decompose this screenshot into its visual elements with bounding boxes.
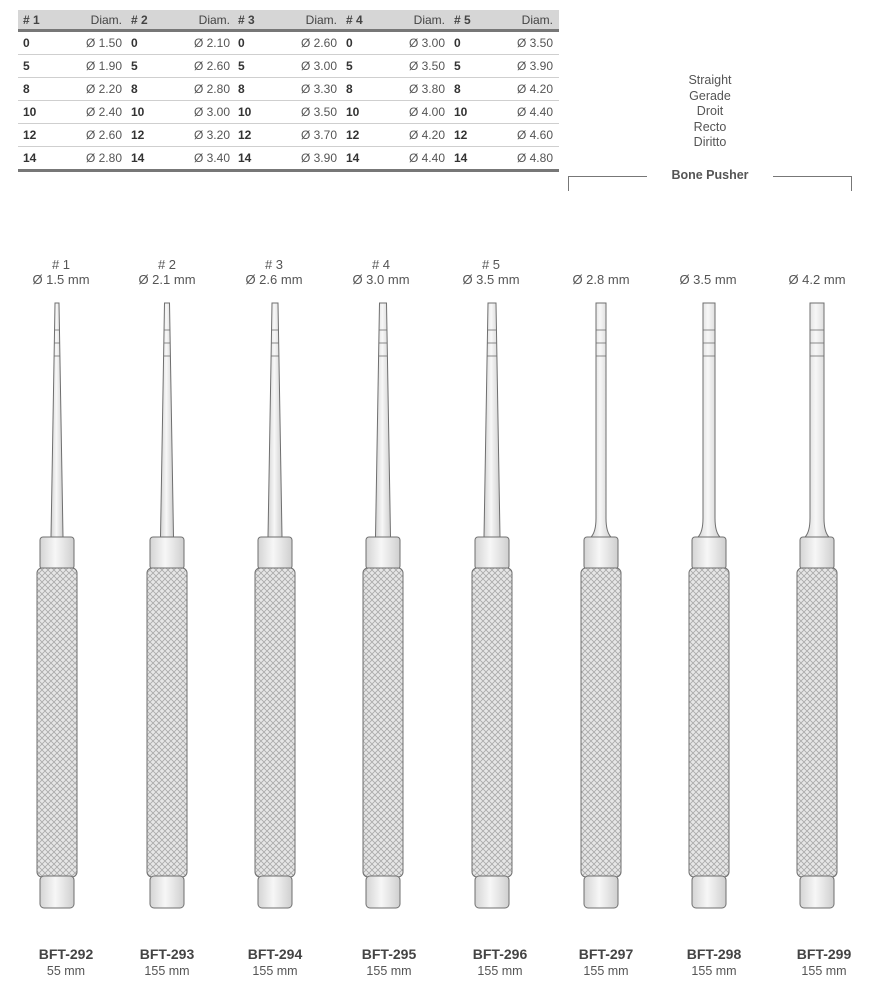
table-header-diam: Diam.	[57, 10, 128, 31]
handle-collar	[258, 537, 292, 569]
instrument-number: # 3	[264, 257, 284, 272]
knurled-grip	[689, 568, 729, 877]
product-code: BFT-299	[796, 946, 852, 962]
table-header-number: # 1	[18, 10, 57, 31]
instrument-label-3	[224, 257, 324, 287]
knurled-grip	[37, 568, 77, 877]
table-row: 14 Ø 3.90	[233, 147, 343, 171]
table-row: 8 Ø 2.20	[18, 78, 128, 101]
handle-end-cap	[584, 876, 618, 908]
handle-end-cap	[258, 876, 292, 908]
knurled-grip	[581, 568, 621, 877]
instrument-shaft	[805, 303, 829, 537]
table-row: 0 Ø 1.50	[18, 31, 128, 55]
product-code: BFT-294	[247, 946, 303, 962]
handle-collar	[800, 537, 834, 569]
table-header-number: # 2	[126, 10, 165, 31]
instrument-label-6	[551, 257, 651, 287]
instrument-number: # 4	[371, 257, 391, 272]
instrument-diameter: Ø 4.2 mm	[788, 272, 846, 287]
handle-collar	[40, 537, 74, 569]
direction-label: Diritto	[693, 135, 727, 149]
table-header-diam: Diam.	[272, 10, 343, 31]
handle-end-cap	[150, 876, 184, 908]
knurled-grip	[797, 568, 837, 877]
knurled-grip	[147, 568, 187, 877]
instrument-label-7	[658, 257, 758, 287]
table-header-number: # 3	[233, 10, 272, 31]
table-header-number: # 5	[449, 10, 488, 31]
product-length: 55 mm	[46, 964, 86, 978]
handle-end-cap	[800, 876, 834, 908]
product-code: BFT-296	[472, 946, 528, 962]
instrument-shaft	[161, 303, 174, 537]
instrument-shaft	[698, 303, 720, 537]
table-row: 10 Ø 3.50	[233, 101, 343, 124]
table-row: 12 Ø 4.20	[341, 124, 451, 147]
instrument-number	[658, 257, 758, 272]
table-row: 0 Ø 3.50	[449, 31, 559, 55]
knurled-grip	[363, 568, 403, 877]
table-row: 5 Ø 2.60	[126, 55, 236, 78]
instrument-diameter: Ø 3.0 mm	[352, 272, 410, 287]
knurled-grip	[472, 568, 512, 877]
handle-end-cap	[40, 876, 74, 908]
table-row: 5 Ø 1.90	[18, 55, 128, 78]
direction-label: Gerade	[689, 88, 731, 103]
table-row: 10 Ø 4.00	[341, 101, 451, 124]
instrument-5	[472, 303, 512, 908]
product-code: BFT-293	[139, 946, 195, 962]
table-row: 12 Ø 2.60	[18, 124, 128, 147]
handle-collar	[584, 537, 618, 569]
instrument-3	[255, 303, 295, 908]
instrument-2	[147, 303, 187, 908]
table-row: 8 Ø 4.20	[449, 78, 559, 101]
instrument-number	[767, 257, 867, 272]
instrument-shaft	[51, 303, 63, 537]
table-row: 10 Ø 2.40	[18, 101, 128, 124]
handle-end-cap	[692, 876, 726, 908]
product-length: 155 mm	[252, 964, 298, 978]
instrument-diameter: Ø 3.5 mm	[462, 272, 520, 287]
instrument-number	[551, 257, 651, 272]
instrument-label-1	[11, 257, 111, 287]
handle-end-cap	[366, 876, 400, 908]
instrument-number: # 5	[481, 257, 501, 272]
instrument-number: # 1	[51, 257, 71, 272]
instrument-label-8	[767, 257, 867, 287]
instrument-shaft	[376, 303, 391, 537]
table-row: 10 Ø 3.00	[126, 101, 236, 124]
table-row: 14 Ø 3.40	[126, 147, 236, 171]
table-row: 12 Ø 3.20	[126, 124, 236, 147]
product-length: 155 mm	[366, 964, 412, 978]
instrument-7	[689, 303, 729, 908]
table-row: 5 Ø 3.90	[449, 55, 559, 78]
instrument-diameter: Ø 2.8 mm	[572, 272, 630, 287]
product-length: 155 mm	[583, 964, 629, 978]
bone-pusher-label: Bone Pusher	[671, 168, 749, 182]
table-row: 12 Ø 3.70	[233, 124, 343, 147]
instrument-1	[37, 303, 77, 908]
table-row: 14 Ø 4.80	[449, 147, 559, 171]
product-code: BFT-292	[38, 946, 94, 962]
instrument-4	[363, 303, 403, 908]
instrument-diameter: Ø 2.1 mm	[138, 272, 196, 287]
table-header-diam: Diam.	[165, 10, 236, 31]
table-row: 5 Ø 3.50	[341, 55, 451, 78]
direction-label: Straight	[688, 73, 732, 87]
product-length: 155 mm	[691, 964, 737, 978]
product-length: 155 mm	[144, 964, 190, 978]
instrument-6	[581, 303, 621, 908]
table-header-number: # 4	[341, 10, 380, 31]
table-header-diam: Diam.	[380, 10, 451, 31]
table-row: 12 Ø 4.60	[449, 124, 559, 147]
direction-label: Droit	[696, 104, 724, 118]
handle-collar	[692, 537, 726, 569]
instrument-shaft	[484, 303, 500, 537]
instrument-label-4	[331, 257, 431, 287]
handle-collar	[150, 537, 184, 569]
direction-label: Recto	[693, 119, 727, 134]
table-row: 0 Ø 2.60	[233, 31, 343, 55]
instrument-number: # 2	[157, 257, 177, 272]
instrument-shaft	[591, 303, 611, 537]
product-length: 155 mm	[477, 964, 523, 978]
table-row: 8 Ø 2.80	[126, 78, 236, 101]
handle-collar	[475, 537, 509, 569]
instrument-label-5	[441, 257, 541, 287]
handle-collar	[366, 537, 400, 569]
product-code: BFT-297	[578, 946, 634, 962]
handle-end-cap	[475, 876, 509, 908]
table-row: 5 Ø 3.00	[233, 55, 343, 78]
instrument-8	[797, 303, 837, 908]
table-row: 14 Ø 4.40	[341, 147, 451, 171]
table-row: 0 Ø 3.00	[341, 31, 451, 55]
product-length: 155 mm	[801, 964, 847, 978]
instrument-shaft	[268, 303, 282, 537]
table-header-diam: Diam.	[488, 10, 559, 31]
instrument-diameter: Ø 3.5 mm	[679, 272, 737, 287]
table-row: 0 Ø 2.10	[126, 31, 236, 55]
instrument-label-2	[117, 257, 217, 287]
instrument-diameter: Ø 2.6 mm	[245, 272, 303, 287]
table-row: 8 Ø 3.30	[233, 78, 343, 101]
table-row: 10 Ø 4.40	[449, 101, 559, 124]
product-code: BFT-298	[686, 946, 742, 962]
table-row: 14 Ø 2.80	[18, 147, 128, 171]
knurled-grip	[255, 568, 295, 877]
product-code: BFT-295	[361, 946, 417, 962]
instrument-diameter: Ø 1.5 mm	[32, 272, 90, 287]
table-row: 8 Ø 3.80	[341, 78, 451, 101]
